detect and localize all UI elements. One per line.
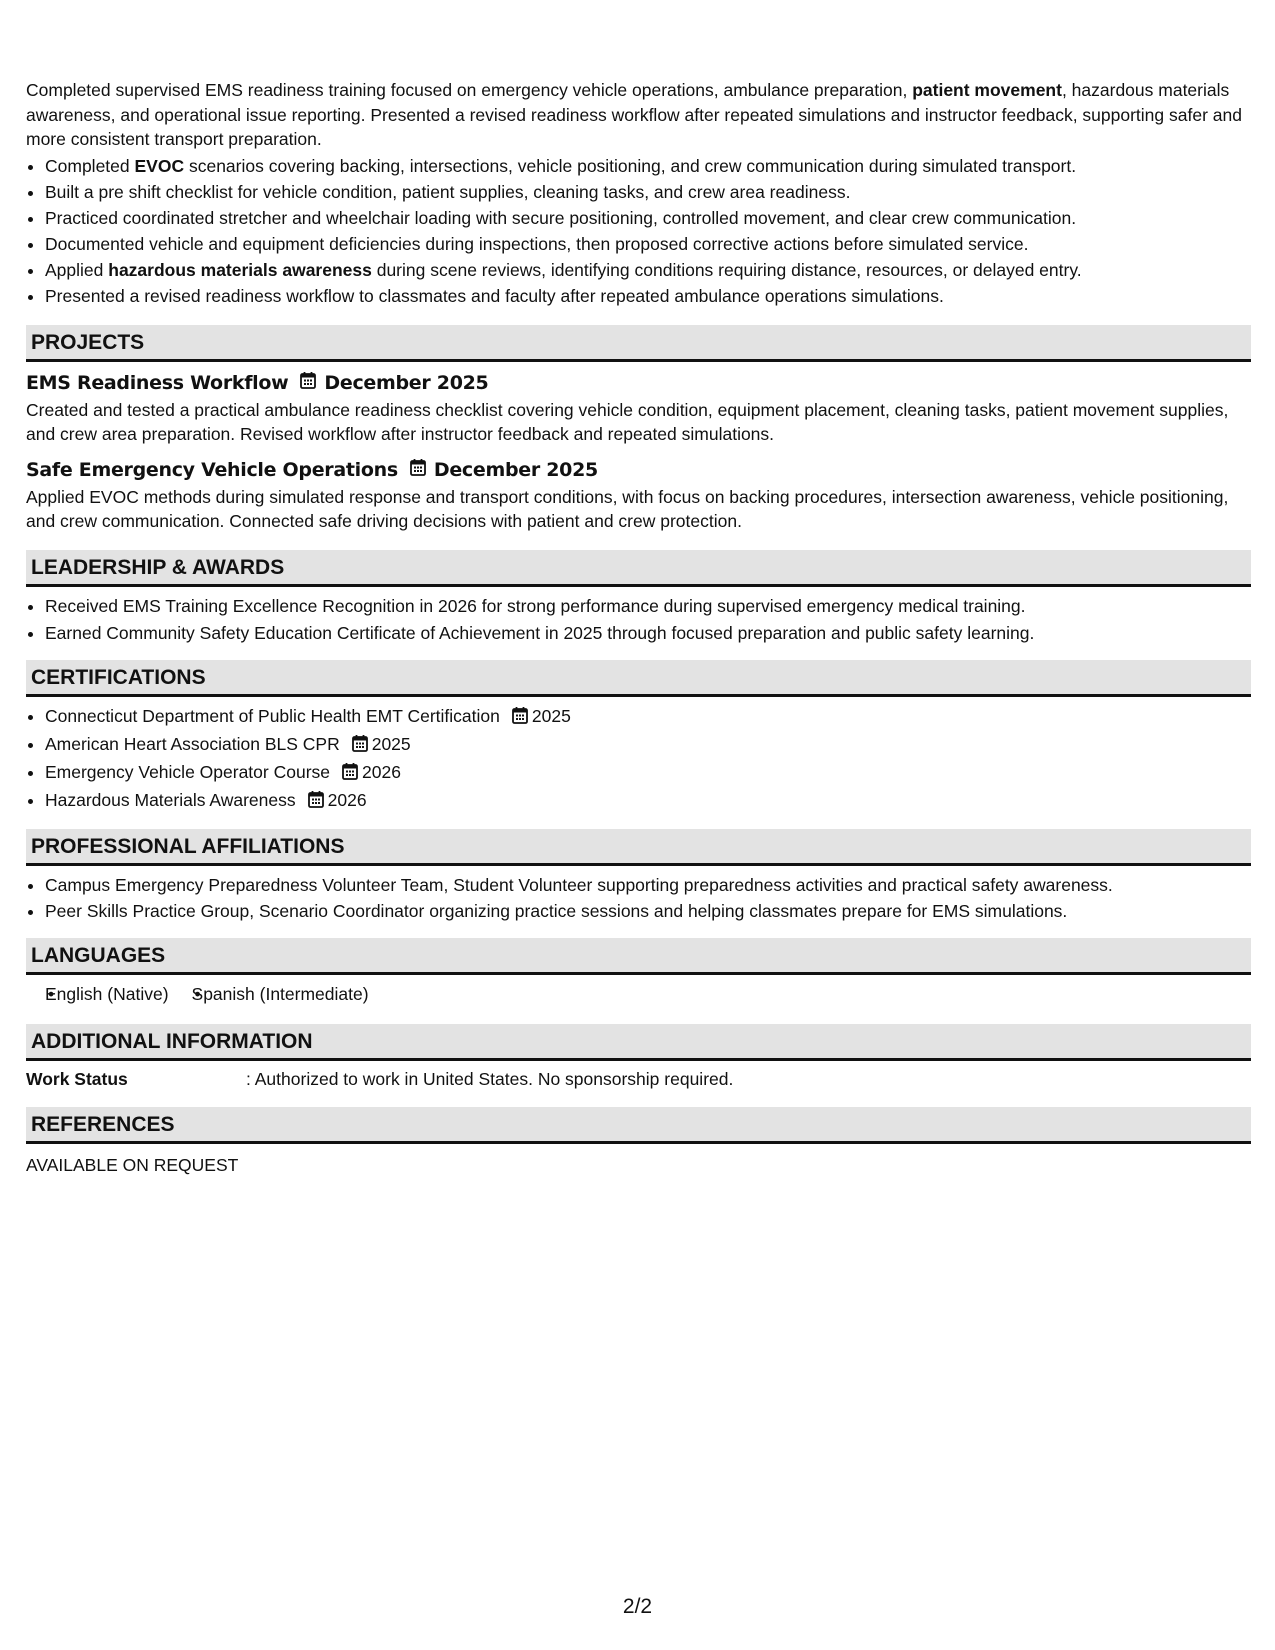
list-item: • Spanish (Intermediate) (192, 982, 369, 1006)
project-title-row (26, 458, 1251, 481)
list-item: • Practiced coordinated stretcher and wheelchair loading with secure positioning, controlled movement, and clear crew communication. (45, 206, 1251, 230)
project-date: December 2025 (433, 458, 598, 481)
list-item: • Presented a revised readiness workflow to classmates and faculty after repeated ambulance operations simulations. (45, 284, 1251, 308)
resume-page (26, 78, 1251, 1176)
work-status-row (26, 1069, 1251, 1090)
project-title-row (26, 371, 1251, 394)
project-title: Safe Emergency Vehicle Operations (26, 458, 398, 481)
section-heading-leadership: LEADERSHIP & AWARDS (26, 550, 1251, 587)
cert-name: Connecticut Department of Public Health EMT Certification (45, 705, 500, 726)
section-heading-projects: PROJECTS (26, 325, 1251, 362)
calendar-icon (308, 790, 324, 814)
certifications-list (26, 704, 1251, 815)
list-item: • Documented vehicle and equipment deficiencies during inspections, then proposed corrective actions before simulated service. (45, 232, 1251, 256)
list-item: • Peer Skills Practice Group, Scenario Coordinator organizing practice sessions and helping classmates prepare for EMS simulations. (45, 899, 1251, 923)
work-status-label: Work Status (26, 1068, 128, 1089)
intro-text-1: Completed supervised EMS readiness training focused on emergency vehicle operations, ambulance preparation, (26, 80, 913, 100)
list-item: • Received EMS Training Excellence Recognition in 2026 for strong performance during supervised emergency medical training. (45, 594, 1251, 618)
list-item (45, 704, 1251, 730)
references-text: AVAILABLE ON REQUEST (26, 1154, 239, 1175)
list-item: • English (Native) (45, 982, 169, 1006)
section-heading-affiliations: PROFESSIONAL AFFILIATIONS (26, 829, 1251, 866)
cert-year: 2026 (327, 790, 367, 811)
cert-name: American Heart Association BLS CPR (45, 733, 340, 754)
list-item: • Earned Community Safety Education Certificate of Achievement in 2025 through focused preparation and public safety learning. (45, 621, 1251, 645)
work-status-value: : Authorized to work in United States. No sponsorship required. (246, 1068, 734, 1089)
leadership-list (26, 594, 1251, 644)
calendar-icon (410, 458, 426, 481)
project-date: December 2025 (324, 371, 489, 394)
intro-bold-text: patient movement (912, 80, 1062, 100)
section-heading-certifications: CERTIFICATIONS (26, 660, 1251, 697)
cert-name: Emergency Vehicle Operator Course (45, 762, 330, 782)
list-item (45, 732, 1251, 758)
project-description: Applied EVOC methods during simulated response and transport conditions, with focus on backing procedures, intersection awareness, vehicle positioning, and crew communication. Connected safe driving decisions with patient and crew protection. (26, 487, 1229, 532)
languages-list (26, 982, 1251, 1008)
project-title: EMS Readiness Workflow (26, 371, 289, 394)
calendar-icon (512, 706, 528, 730)
cert-year: 2025 (371, 733, 411, 754)
cert-year: 2026 (362, 762, 401, 782)
intro-text-2: , hazardous materials awareness, and operational issue reporting. Presented a revised readiness workflow after repeated simulations and instructor feedback, supporting safer and more consistent transport preparation. (26, 80, 1242, 149)
list-item: • Applied hazardous materials awareness during scene reviews, identifying conditions requiring distance, resources, or delayed entry. (45, 258, 1251, 282)
list-item (45, 760, 1251, 786)
section-heading-languages: LANGUAGES (26, 938, 1251, 975)
affiliations-list (26, 873, 1251, 923)
cert-year: 2025 (531, 705, 571, 726)
list-item (45, 788, 1251, 814)
calendar-icon (342, 762, 358, 786)
project-description: Created and tested a practical ambulance readiness checklist covering vehicle condition, equipment placement, cleaning tasks, patient movement supplies, and crew area preparation. Revised workflow after instructor feedback and repeated simulations. (26, 400, 1229, 445)
list-item: • Built a pre shift checklist for vehicle condition, patient supplies, cleaning tasks, and crew area readiness. (45, 180, 1251, 204)
list-item: • Completed EVOC scenarios covering backing, intersections, vehicle positioning, and crew communication during simulated transport. (45, 154, 1251, 178)
cert-name: Hazardous Materials Awareness (45, 790, 296, 811)
list-item: • Campus Emergency Preparedness Volunteer Team, Student Volunteer supporting preparedness activities and practical safety awareness. (45, 873, 1251, 897)
section-heading-additional: ADDITIONAL INFORMATION (26, 1024, 1251, 1061)
intro-summary (26, 78, 1251, 152)
experience-bullets (26, 154, 1251, 309)
calendar-icon (300, 371, 316, 394)
calendar-icon (352, 734, 368, 758)
page-number: 2/2 (622, 1595, 653, 1618)
section-heading-references: REFERENCES (26, 1107, 1251, 1144)
